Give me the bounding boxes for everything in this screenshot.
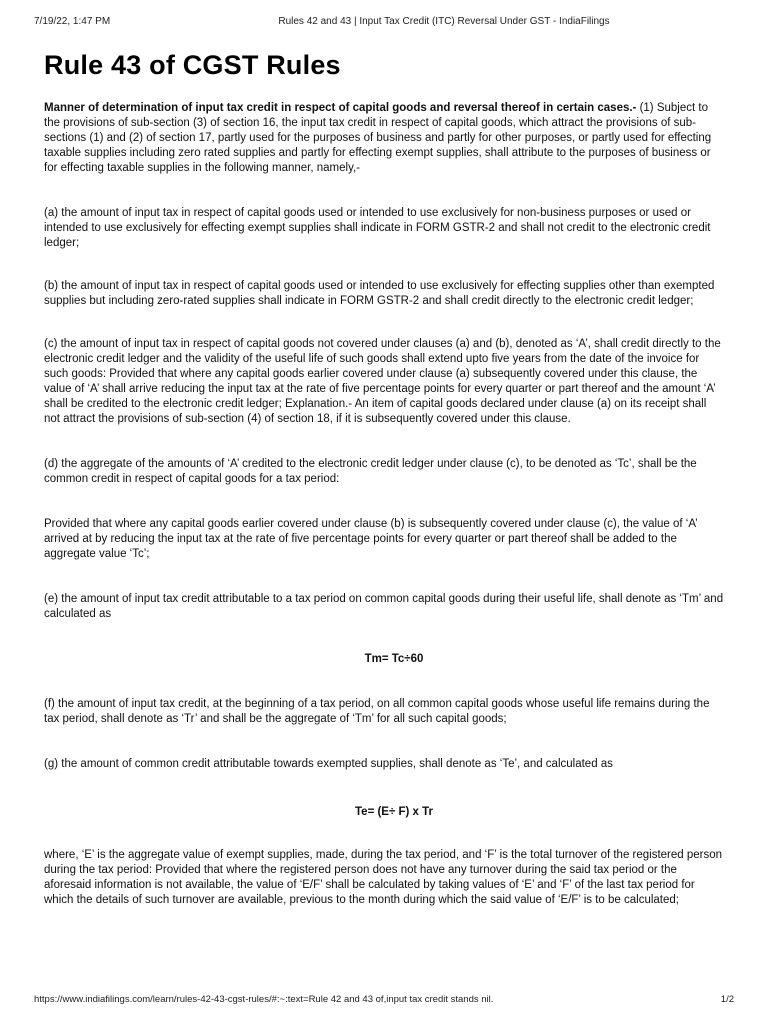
intro-bold-heading: Manner of determination of input tax credit in respect of capital goods and reversal thereof in certain cases.- <box>44 102 637 114</box>
formula-te: Te= (E÷ F) x Tr <box>355 806 433 818</box>
clause-d-proviso: Provided that where any capital goods earlier covered under clause (b) is subsequently covered under clause (c), the value of ‘A’ arrived at by reducing the input tax at the rate of five percentage points for every quarter or part thereof shall be added to the aggregate value ‘Tc’; <box>44 518 698 560</box>
print-url: https://www.indiafilings.com/learn/rules-42-43-cgst-rules/#:~:text=Rule 42 and 43 of,input tax credit stands nil. <box>34 994 494 1005</box>
where-definition: where, ‘E’ is the aggregate value of exempt supplies, made, during the tax period, and ‘F’ is the total turnover of the registered person during the tax period: Provided that where the registered person does not have any turnover during the said tax period or the aforesaid information is not available, the value of ‘E/F’ shall be calculated by taking values of ‘E’ and ‘F’ of the last tax period for which the details of such turnover are available, previous to the month during which the said value of ‘E/F’ is to be calculated; <box>44 849 723 906</box>
document-body <box>44 50 724 908</box>
intro-paragraph <box>44 101 724 176</box>
clause-a: (a) the amount of input tax in respect of capital goods used or intended to use exclusively for non-business purposes or used or intended to use exclusively for effecting exempt supplies shall indicate in FORM GSTR-2 and shall not credit to the electronic credit ledger; <box>44 207 711 249</box>
clause-e: (e) the amount of input tax credit attributable to a tax period on common capital goods during their useful life, shall denote as ‘Tm’ and calculated as <box>44 593 724 620</box>
print-header <box>34 16 734 30</box>
clause-f: (f) the amount of input tax credit, at the beginning of a tax period, on all common capital goods whose useful life remains during the tax period, shall denote as ‘Tr’ and shall be the aggregate of ‘Tm’ for all such capital goods; <box>44 698 710 725</box>
intro-text: (1) Subject to the provisions of sub-section (3) of section 16, the input tax credit in respect of capital goods, which attract the provisions of sub-sections (1) and (2) of section 17, partly used for the purposes of business and partly for other purposes, or partly used for effecting taxable supplies including zero rated supplies and partly for effecting exempt supplies, shall attribute to the purposes of business or for effecting taxable supplies in the following manner, namely,- <box>44 102 712 174</box>
clause-d: (d) the aggregate of the amounts of ‘A’ credited to the electronic credit ledger under clause (c), to be denoted as ‘Tc’, shall be the common credit in respect of capital goods for a tax period: <box>44 458 697 485</box>
print-page-title: Rules 42 and 43 | Input Tax Credit (ITC) Reversal Under GST - IndiaFilings <box>278 16 610 27</box>
clause-c: (c) the amount of input tax in respect of capital goods not covered under clauses (a) and (b), denoted as ‘A’, shall credit directly to the electronic credit ledger and the validity of the useful life of such goods shall extend upto five years from the date of the invoice for such goods: Provided that where any capital goods earlier covered under clause (a) subsequently covered under this clause, the value of ‘A’ shall arrive reducing the input tax at the rate of five percentage points for every quarter or part thereof and the amount ‘A’ shall be credited to the electronic credit ledger; Explanation.- An item of capital goods declared under clause (a) on its receipt shall not attract the provisions of sub-section (4) of section 18, if it is subsequently covered under this clause. <box>44 338 721 425</box>
clause-b: (b) the amount of input tax in respect of capital goods used or intended to use exclusively for effecting supplies other than exempted supplies but including zero-rated supplies shall indicate in FORM GSTR-2 and shall credit directly to the electronic credit ledger; <box>44 280 715 307</box>
page-title: Rule 43 of CGST Rules <box>44 50 341 80</box>
page-number: 1/2 <box>720 994 734 1005</box>
formula-tm: Tm= Tc÷60 <box>364 653 424 665</box>
print-datetime: 7/19/22, 1:47 PM <box>34 16 111 27</box>
clause-g: (g) the amount of common credit attributable towards exempted supplies, shall denote as ‘Te’, and calculated as <box>44 758 613 770</box>
